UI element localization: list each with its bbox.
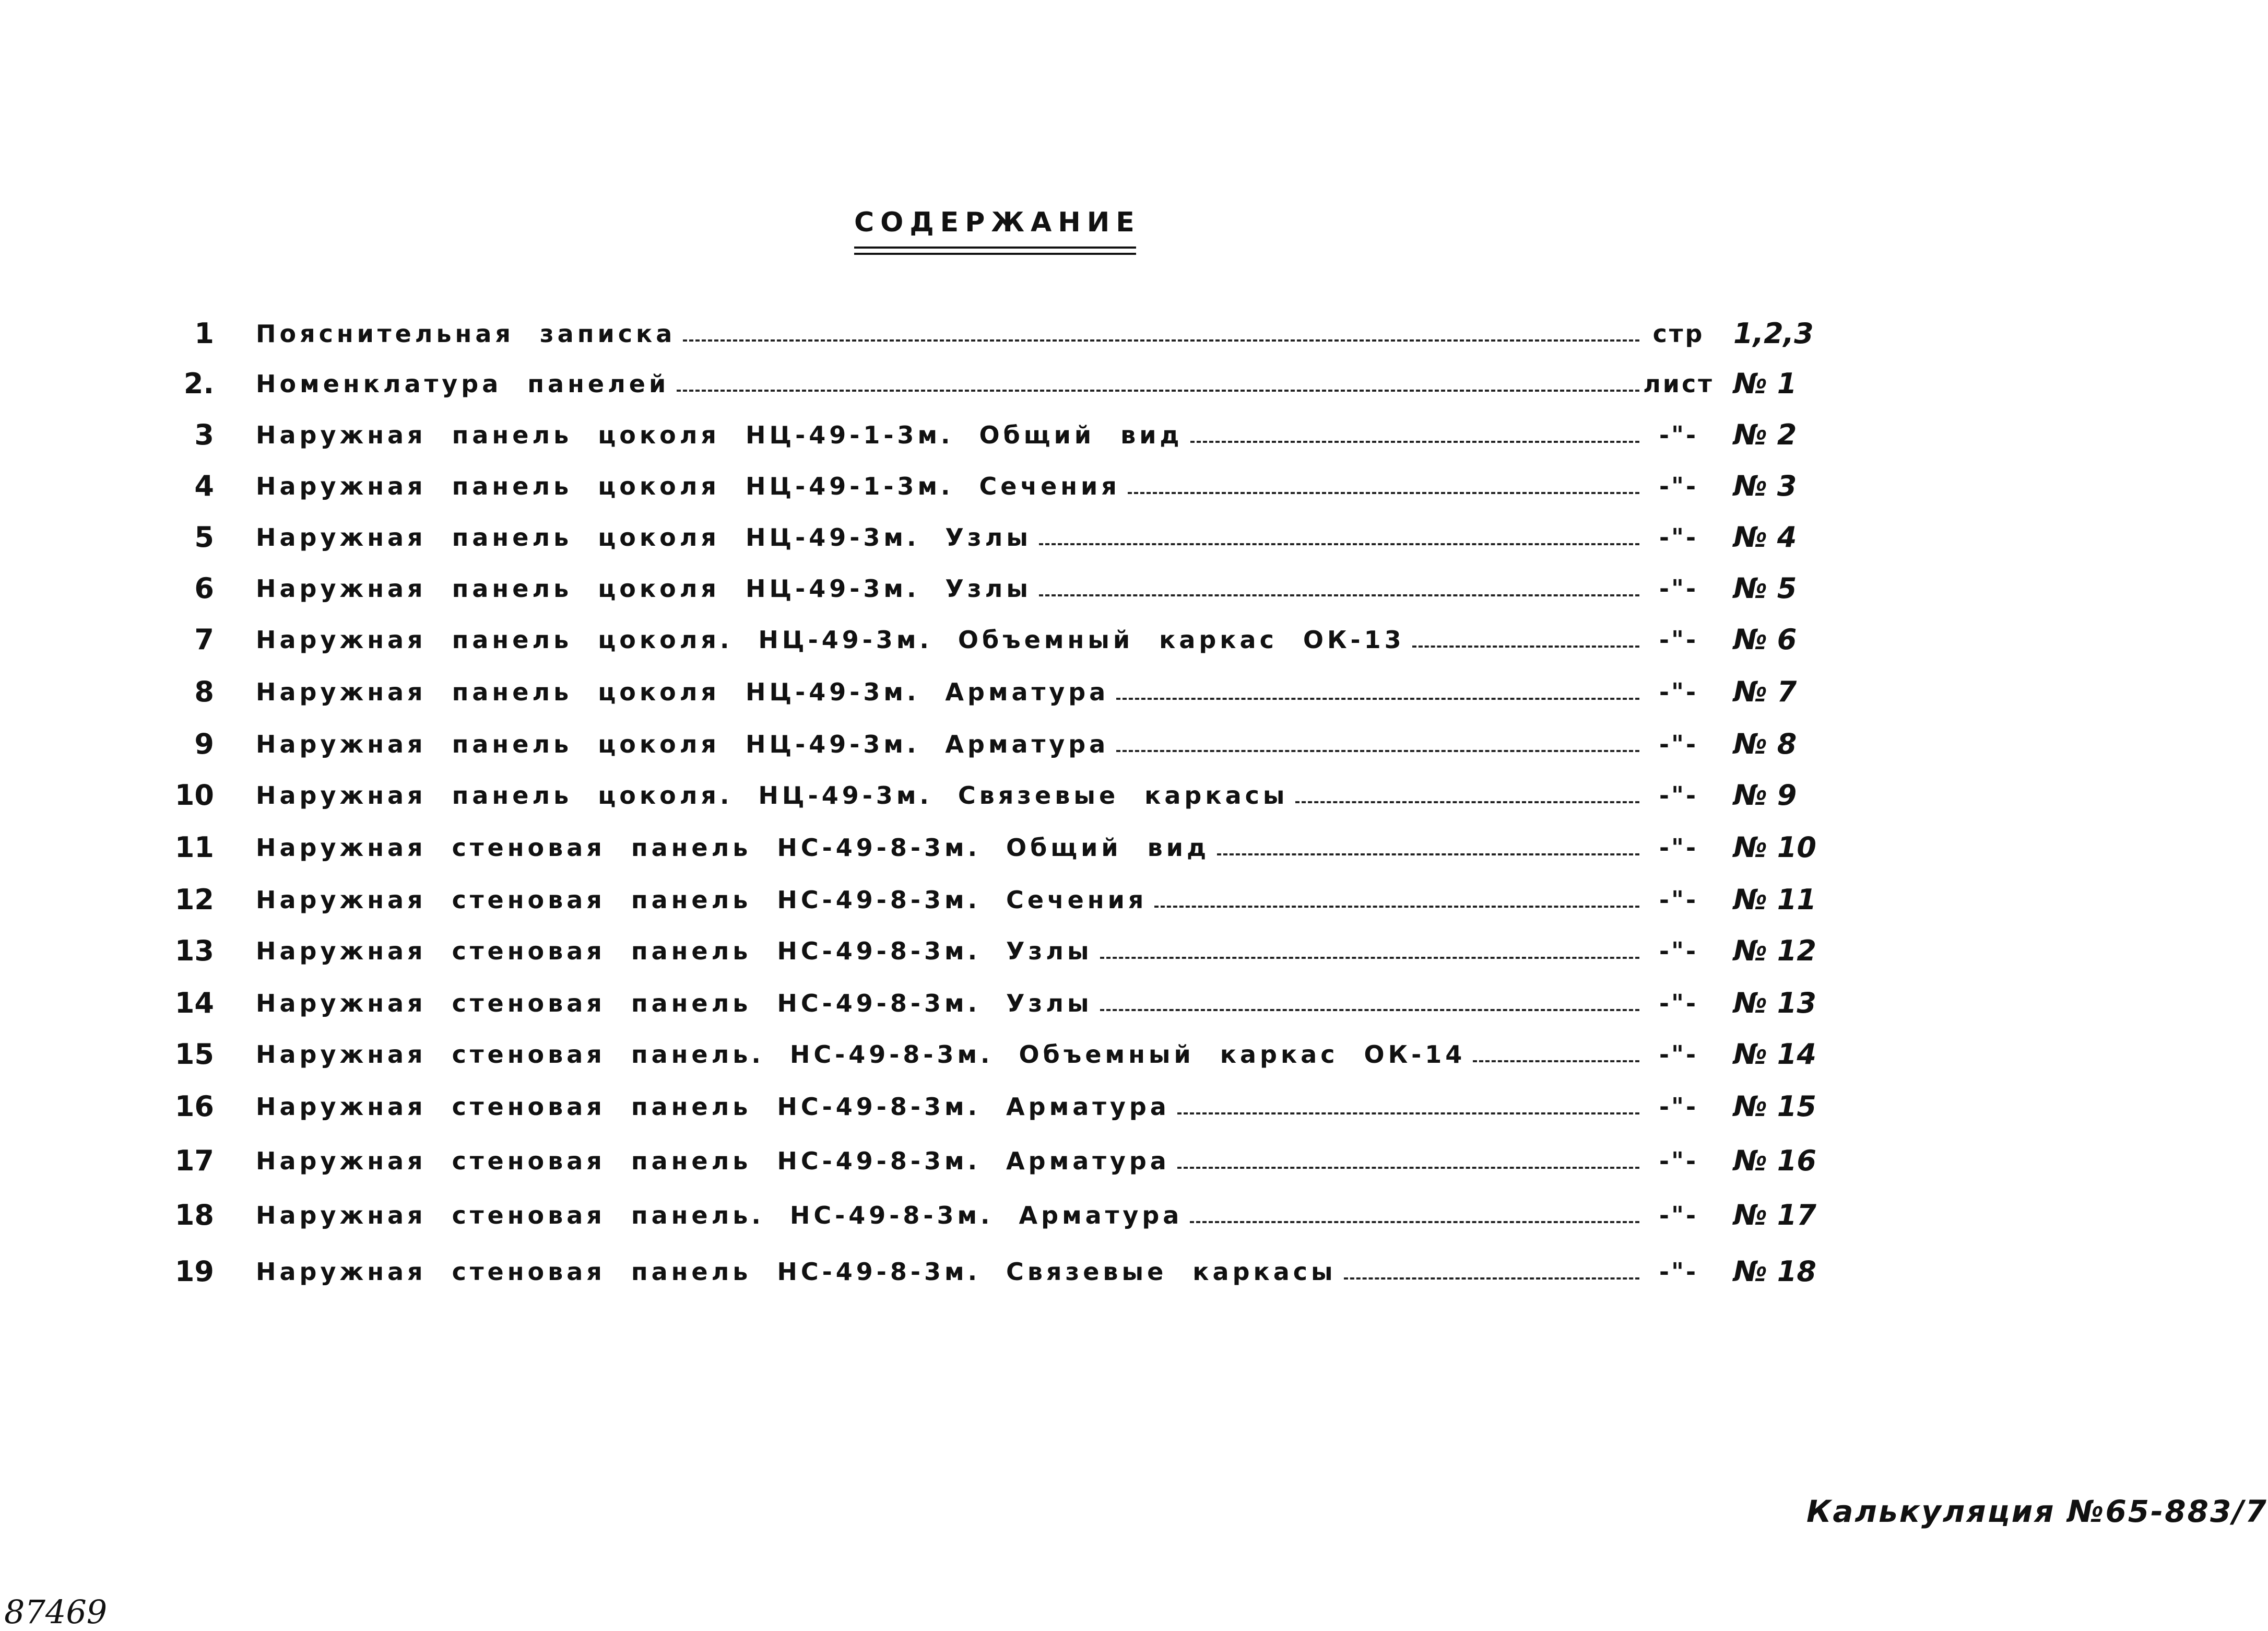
toc-entry-number: 13 bbox=[174, 934, 214, 967]
toc-entry bbox=[0, 570, 2189, 607]
toc-entry bbox=[0, 1253, 2189, 1290]
toc-entry-title: Наружная стеновая панель НС-49-8-3м. Узлы bbox=[256, 937, 1093, 965]
toc-entry-ref: -"- bbox=[1659, 421, 1698, 449]
toc-entry bbox=[0, 933, 2189, 969]
dotted-leader bbox=[1039, 594, 1639, 596]
toc-entry bbox=[0, 621, 2189, 658]
toc-entry-number: 4 bbox=[194, 470, 214, 502]
toc-entry bbox=[0, 985, 2189, 1022]
toc-entry-title: Наружная панель цоколя НЦ-49-3м. Арматура bbox=[256, 678, 1109, 706]
toc-entry-title: Наружная стеновая панель НС-49-8-3м. Арматура bbox=[256, 1147, 1170, 1175]
toc-entry-number: 3 bbox=[194, 418, 214, 451]
toc-entry-title: Наружная стеновая панель НС-49-8-3м. Общий вид bbox=[256, 834, 1210, 862]
dotted-leader bbox=[1116, 698, 1639, 700]
toc-entry-ref: -"- bbox=[1659, 937, 1698, 965]
toc-entry-ref: -"- bbox=[1659, 1147, 1698, 1175]
toc-entry bbox=[0, 882, 2189, 918]
dotted-leader bbox=[1154, 906, 1639, 908]
toc-entry-ref: -"- bbox=[1659, 886, 1698, 914]
toc-entry bbox=[0, 674, 2189, 710]
toc-entry-ref: -"- bbox=[1659, 626, 1698, 654]
calculation-number: Калькуляция №65-883/7 bbox=[1806, 1494, 2268, 1529]
toc-entry-number: 16 bbox=[174, 1090, 214, 1123]
toc-entry-ref: -"- bbox=[1659, 730, 1698, 758]
dotted-leader bbox=[1412, 646, 1639, 648]
toc-entry-ref: стр bbox=[1652, 320, 1705, 348]
toc-entry-sheet: № 5 bbox=[1733, 572, 1797, 605]
toc-entry bbox=[0, 1036, 2189, 1073]
toc-entry-ref: -"- bbox=[1659, 1258, 1698, 1286]
toc-entry-number: 5 bbox=[194, 521, 214, 554]
toc-entry bbox=[0, 829, 2189, 866]
toc-entry-title: Наружная панель цоколя НЦ-49-3м. Узлы bbox=[256, 523, 1032, 552]
toc-entry-number: 17 bbox=[174, 1144, 214, 1177]
toc-entry-title: Наружная панель цоколя НЦ-49-1-3м. Общий вид bbox=[256, 421, 1183, 449]
dotted-leader bbox=[1177, 1112, 1639, 1114]
toc-entry-title: Наружная стеновая панель НС-49-8-3м. Арматура bbox=[256, 1093, 1170, 1121]
toc-entry bbox=[0, 468, 2189, 504]
dotted-leader bbox=[1190, 441, 1639, 443]
toc-entry-title: Номенклатура панелей bbox=[256, 370, 670, 398]
toc-entry-title: Наружная стеновая панель НС-49-8-3м. Связевые каркасы bbox=[256, 1258, 1337, 1286]
toc-entry-number: 11 bbox=[174, 831, 214, 864]
toc-entry-sheet: № 6 bbox=[1733, 623, 1797, 656]
toc-entry-sheet: № 11 bbox=[1733, 883, 1816, 916]
toc-entry-number: 10 bbox=[174, 779, 214, 812]
toc-entry-number: 8 bbox=[194, 675, 214, 708]
toc-entry-sheet: № 17 bbox=[1733, 1199, 1816, 1231]
toc-entry bbox=[0, 366, 2189, 402]
toc-entry-ref: -"- bbox=[1659, 523, 1698, 552]
toc-entry-title: Пояснительная записка bbox=[256, 320, 676, 348]
toc-entry-sheet: № 16 bbox=[1733, 1144, 1816, 1177]
toc-entry bbox=[0, 1143, 2189, 1179]
toc-entry bbox=[0, 315, 2189, 352]
page-title: СОДЕРЖАНИЕ bbox=[854, 207, 1141, 238]
toc-entry-sheet: № 18 bbox=[1733, 1255, 1816, 1288]
toc-entry-sheet: № 15 bbox=[1733, 1090, 1816, 1123]
toc-entry-sheet: № 13 bbox=[1733, 987, 1816, 1019]
toc-entry-title: Наружная панель цоколя. НЦ-49-3м. Объемный каркас ОК-13 bbox=[256, 626, 1405, 654]
dotted-leader bbox=[1473, 1060, 1639, 1062]
toc-entry-number: 1 bbox=[194, 317, 214, 350]
toc-entry-number: 6 bbox=[194, 572, 214, 605]
toc-entry-ref: -"- bbox=[1659, 989, 1698, 1017]
dotted-leader bbox=[1295, 801, 1639, 803]
dotted-leader bbox=[677, 390, 1639, 392]
toc-entry-sheet: № 1 bbox=[1733, 367, 1797, 400]
toc-entry-ref: -"- bbox=[1659, 1201, 1698, 1229]
toc-entry-number: 19 bbox=[174, 1255, 214, 1288]
toc-entry-number: 15 bbox=[174, 1038, 214, 1071]
toc-entry-sheet: 1,2,3 bbox=[1733, 317, 1814, 350]
dotted-leader bbox=[1190, 1221, 1639, 1223]
toc-entry bbox=[0, 417, 2189, 453]
toc-entry-ref: -"- bbox=[1659, 834, 1698, 862]
toc-entry-title: Наружная стеновая панель. НС-49-8-3м. Объемный каркас ОК-14 bbox=[256, 1040, 1466, 1069]
toc-entry-ref: -"- bbox=[1659, 1093, 1698, 1121]
toc-entry-sheet: № 8 bbox=[1733, 728, 1797, 760]
toc-entry-title: Наружная панель цоколя НЦ-49-1-3м. Сечения bbox=[256, 472, 1120, 500]
toc-entry-title: Наружная панель цоколя. НЦ-49-3м. Связевые каркасы bbox=[256, 781, 1289, 809]
dotted-leader bbox=[1100, 957, 1639, 959]
toc-entry-sheet: № 7 bbox=[1733, 675, 1797, 708]
toc-entry-ref: -"- bbox=[1659, 781, 1698, 809]
dotted-leader bbox=[1039, 543, 1639, 545]
toc-entry-title: Наружная панель цоколя НЦ-49-3м. Арматура bbox=[256, 730, 1109, 758]
toc-entry-sheet: № 10 bbox=[1733, 831, 1816, 864]
toc-entry-ref: -"- bbox=[1659, 1040, 1698, 1069]
toc-entry-title: Наружная стеновая панель. НС-49-8-3м. Арматура bbox=[256, 1201, 1183, 1229]
dotted-leader bbox=[1116, 750, 1639, 752]
toc-entry-number: 12 bbox=[174, 883, 214, 916]
toc-entry-number: 2. bbox=[183, 367, 214, 400]
toc-entry-ref: -"- bbox=[1659, 574, 1698, 603]
dotted-leader bbox=[1217, 853, 1639, 855]
archive-number: 87469 bbox=[4, 1593, 108, 1631]
toc-entry-ref: -"- bbox=[1659, 472, 1698, 500]
toc-entry-sheet: № 2 bbox=[1733, 418, 1797, 451]
dotted-leader bbox=[683, 339, 1639, 342]
toc-entry bbox=[0, 777, 2189, 814]
dotted-leader bbox=[1344, 1277, 1639, 1280]
toc-entry-title: Наружная панель цоколя НЦ-49-3м. Узлы bbox=[256, 574, 1032, 603]
toc-entry-number: 14 bbox=[174, 987, 214, 1019]
toc-entry-sheet: № 9 bbox=[1733, 779, 1797, 812]
dotted-leader bbox=[1100, 1009, 1639, 1011]
toc-entry-title: Наружная стеновая панель НС-49-8-3м. Узлы bbox=[256, 989, 1093, 1017]
dotted-leader bbox=[1128, 492, 1639, 494]
toc-entry-ref: -"- bbox=[1659, 678, 1698, 706]
dotted-leader bbox=[1177, 1167, 1639, 1169]
toc-entry-number: 9 bbox=[194, 728, 214, 760]
toc-entry-title: Наружная стеновая панель НС-49-8-3м. Сечения bbox=[256, 886, 1148, 914]
toc-entry-sheet: № 14 bbox=[1733, 1038, 1816, 1071]
toc-entry bbox=[0, 1088, 2189, 1125]
toc-entry bbox=[0, 1197, 2189, 1234]
toc-entry bbox=[0, 519, 2189, 556]
toc-entry-sheet: № 4 bbox=[1733, 521, 1797, 554]
toc-entry bbox=[0, 726, 2189, 762]
toc-entry-sheet: № 12 bbox=[1733, 934, 1816, 967]
toc-entry-sheet: № 3 bbox=[1733, 470, 1797, 502]
toc-entry-ref: лист bbox=[1643, 370, 1714, 398]
toc-entry-number: 7 bbox=[194, 623, 214, 656]
toc-entry-number: 18 bbox=[174, 1199, 214, 1231]
